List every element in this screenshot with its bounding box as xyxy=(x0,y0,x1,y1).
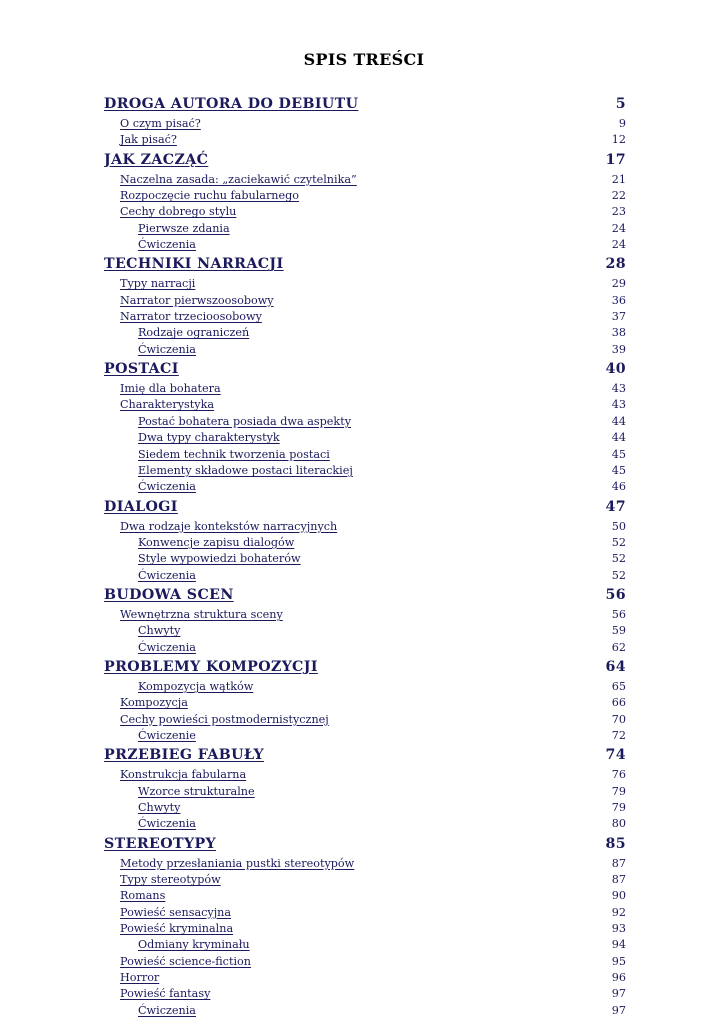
toc-section-entry[interactable] xyxy=(104,800,626,816)
toc-entry-title-link[interactable]: O czym pisać? xyxy=(120,117,201,130)
toc-section-entry[interactable] xyxy=(104,921,626,937)
toc-entry-title-link[interactable]: Rodzaje ograniczeń xyxy=(138,326,250,340)
toc-page-number[interactable]: 70 xyxy=(611,712,626,726)
toc-chapter-entry[interactable] xyxy=(104,496,626,519)
toc-section-entry[interactable] xyxy=(104,623,626,639)
toc-page-number[interactable]: 87 xyxy=(611,856,626,870)
toc-page-number[interactable]: 64 xyxy=(605,658,626,675)
toc-section-entry[interactable] xyxy=(104,784,626,800)
toc-entry-title-link[interactable]: Charakterystyka xyxy=(120,398,215,412)
toc-entry-title-link[interactable]: Jak pisać? xyxy=(120,133,177,147)
toc-entry-title-link[interactable]: Cechy dobrego stylu xyxy=(120,205,237,219)
toc-page-number[interactable]: 43 xyxy=(611,382,626,396)
toc-page-number[interactable]: 38 xyxy=(611,326,626,340)
toc-entry-title-link[interactable]: Odmiany kryminału xyxy=(138,938,250,952)
toc-chapter-entry[interactable] xyxy=(104,253,626,276)
toc-entry-title-link[interactable]: Cechy powieści postmodernistycznej xyxy=(120,712,329,726)
toc-section-entry[interactable] xyxy=(104,116,626,132)
toc-entry-title-link[interactable]: Kompozycja wątków xyxy=(138,679,254,693)
toc-page-number[interactable]: 44 xyxy=(611,414,626,428)
toc-section-entry[interactable] xyxy=(104,221,626,237)
toc-section-entry[interactable] xyxy=(104,325,626,341)
toc-entry-title-link[interactable]: Chwyty xyxy=(138,624,181,638)
toc-entry-title-link[interactable]: Wewnętrzna struktura sceny xyxy=(120,607,283,621)
toc-chapter-entry[interactable] xyxy=(104,149,626,172)
page-title: SPIS TREŚCI xyxy=(303,50,425,69)
toc-entry-title-link[interactable]: JAK ZACZĄĆ xyxy=(104,151,209,168)
toc-section-entry[interactable] xyxy=(104,172,626,188)
toc-page-number[interactable]: 45 xyxy=(611,447,626,461)
toc-entry-title-link[interactable]: Dwa typy charakterystyk xyxy=(138,431,280,445)
toc-entry-title-link[interactable]: DIALOGI xyxy=(104,498,178,515)
toc-entry-title-link[interactable]: Narrator pierwszoosobowy xyxy=(120,293,274,307)
toc-entry-title-link[interactable]: Powieść sensacyjna xyxy=(120,905,232,919)
toc-entry-title-link[interactable]: Powieść fantasy xyxy=(120,987,211,1001)
toc-page-number[interactable]: 24 xyxy=(611,238,626,252)
toc-entry-title-link[interactable]: Style wypowiedzi bohaterów xyxy=(138,552,301,566)
toc-entry-title-link[interactable]: DROGA AUTORA DO DEBIUTU xyxy=(104,96,359,112)
toc-page-number[interactable]: 97 xyxy=(611,987,626,1001)
toc-page-number[interactable]: 44 xyxy=(611,431,626,445)
toc-section-entry[interactable] xyxy=(104,430,626,446)
toc-page-number[interactable]: 62 xyxy=(611,640,626,654)
toc-entry-title-link[interactable]: Wzorce strukturalne xyxy=(138,784,255,798)
toc-entry-title-link[interactable]: Powieść kryminalna xyxy=(120,922,234,936)
toc-section-entry[interactable] xyxy=(104,293,626,309)
toc-entry-title-link[interactable]: Powieść science-fiction xyxy=(120,954,251,968)
toc-entry-title-link[interactable]: Typy narracji xyxy=(120,277,196,291)
toc-entry-title-link[interactable]: Ćwiczenia xyxy=(138,342,196,356)
toc-section-entry[interactable] xyxy=(104,237,626,253)
toc-entry-title-link[interactable]: TECHNIKI NARRACJI xyxy=(104,256,284,273)
toc-section-entry[interactable] xyxy=(104,519,626,535)
toc-entry-title-link[interactable]: Narrator trzecioosobowy xyxy=(120,310,262,324)
toc-page-number[interactable]: 28 xyxy=(605,256,626,273)
toc-entry-title-link[interactable]: PRZEBIEG FABUŁY xyxy=(104,747,265,764)
toc-page-number[interactable]: 66 xyxy=(611,696,626,710)
toc-section-entry[interactable] xyxy=(104,856,626,872)
toc-section-entry[interactable] xyxy=(104,607,626,623)
toc-chapter-entry[interactable] xyxy=(104,833,626,856)
toc-page-number[interactable]: 80 xyxy=(611,817,626,831)
toc-section-entry[interactable] xyxy=(104,640,626,656)
toc-section-entry[interactable] xyxy=(104,204,626,220)
toc-page-number[interactable]: 90 xyxy=(611,889,626,903)
toc-section-entry[interactable] xyxy=(104,397,626,413)
toc-section-entry[interactable] xyxy=(104,767,626,783)
toc-page-number[interactable]: 22 xyxy=(611,189,626,203)
toc-page-number[interactable]: 97 xyxy=(611,1003,626,1017)
toc-section-entry[interactable] xyxy=(104,816,626,832)
toc-entry-title-link[interactable]: Elementy składowe postaci literackiej xyxy=(138,463,353,477)
toc-page-number[interactable]: 76 xyxy=(611,768,626,782)
toc-page-number[interactable]: 95 xyxy=(611,954,626,968)
toc-entry-title-link[interactable]: Ćwiczenia xyxy=(138,568,196,582)
toc-section-entry[interactable] xyxy=(104,1003,626,1019)
toc-page-number[interactable]: 94 xyxy=(611,938,626,952)
toc-entry-title-link[interactable]: Postać bohatera posiada dwa aspekty xyxy=(138,414,352,428)
toc-page-number[interactable]: 92 xyxy=(611,905,626,919)
toc-section-entry[interactable] xyxy=(104,381,626,397)
toc-page-number[interactable]: 74 xyxy=(605,747,626,764)
toc-chapter-entry[interactable] xyxy=(104,656,626,679)
toc-entry-title-link[interactable]: Horror xyxy=(120,971,160,985)
toc-page-number[interactable]: 52 xyxy=(611,568,626,582)
toc-entry-title-link[interactable]: Ćwiczenia xyxy=(138,238,196,252)
toc-section-entry[interactable] xyxy=(104,309,626,325)
toc-page-number[interactable]: 50 xyxy=(611,519,626,533)
toc-entry-title-link[interactable]: BUDOWA SCEN xyxy=(104,586,234,603)
toc-section-entry[interactable] xyxy=(104,342,626,358)
toc-section-entry[interactable] xyxy=(104,712,626,728)
toc-page-number[interactable]: 40 xyxy=(605,361,626,378)
toc-section-entry[interactable] xyxy=(104,132,626,148)
toc-entry-title-link[interactable]: Dwa rodzaje kontekstów narracyjnych xyxy=(120,519,338,533)
table-of-contents xyxy=(104,93,626,1019)
toc-page-number[interactable]: 85 xyxy=(605,835,626,852)
toc-page-number[interactable]: 56 xyxy=(605,586,626,603)
toc-entry-title-link[interactable]: PROBLEMY KOMPOZYCJI xyxy=(104,658,318,675)
toc-section-entry[interactable] xyxy=(104,937,626,953)
toc-entry-title-link[interactable]: Kompozycja xyxy=(120,696,188,710)
toc-entry-title-link[interactable]: Naczelna zasada: „zaciekawić czytelnika” xyxy=(120,172,357,186)
toc-page-number[interactable]: 79 xyxy=(611,801,626,814)
toc-section-entry[interactable] xyxy=(104,695,626,711)
toc-page-number[interactable]: 23 xyxy=(611,205,626,219)
toc-page-number[interactable]: 12 xyxy=(611,133,626,147)
toc-page-number[interactable]: 59 xyxy=(611,624,626,638)
toc-page-number[interactable]: 39 xyxy=(611,342,626,356)
toc-entry-title-link[interactable]: STEREOTYPY xyxy=(104,835,217,852)
toc-page-number[interactable]: 37 xyxy=(611,310,626,324)
toc-entry-title-link[interactable]: Konwencje zapisu dialogów xyxy=(138,535,295,549)
toc-page-number[interactable]: 36 xyxy=(611,293,626,307)
toc-page-number[interactable]: 72 xyxy=(611,728,626,742)
toc-section-entry[interactable] xyxy=(104,872,626,888)
toc-page-number[interactable]: 9 xyxy=(618,117,626,130)
toc-section-entry[interactable] xyxy=(104,535,626,551)
toc-section-entry[interactable] xyxy=(104,970,626,986)
toc-entry-title-link[interactable]: Imię dla bohatera xyxy=(120,382,221,396)
toc-page-number[interactable]: 47 xyxy=(605,498,626,515)
toc-page-number[interactable]: 45 xyxy=(611,463,626,477)
toc-page-number[interactable]: 52 xyxy=(611,535,626,549)
toc-section-entry[interactable] xyxy=(104,551,626,567)
toc-section-entry[interactable] xyxy=(104,954,626,970)
toc-entry-title-link[interactable]: Konstrukcja fabularna xyxy=(120,768,247,782)
toc-entry-title-link[interactable]: Ćwiczenie xyxy=(138,728,196,742)
toc-page-number[interactable]: 43 xyxy=(611,398,626,412)
toc-section-entry[interactable] xyxy=(104,679,626,695)
toc-page-number[interactable]: 65 xyxy=(611,679,626,693)
toc-section-entry[interactable] xyxy=(104,568,626,584)
toc-chapter-entry[interactable] xyxy=(104,744,626,767)
toc-section-entry[interactable] xyxy=(104,447,626,463)
toc-section-entry[interactable] xyxy=(104,888,626,904)
toc-page-number[interactable]: 24 xyxy=(611,221,626,235)
toc-chapter-entry[interactable] xyxy=(104,358,626,381)
toc-page-number[interactable]: 21 xyxy=(611,172,626,186)
toc-section-entry[interactable] xyxy=(104,414,626,430)
toc-entry-title-link[interactable]: Ćwiczenia xyxy=(138,640,196,654)
toc-section-entry[interactable] xyxy=(104,986,626,1002)
toc-page-number[interactable]: 56 xyxy=(611,607,626,621)
toc-page-number[interactable]: 79 xyxy=(611,784,626,798)
toc-section-entry[interactable] xyxy=(104,905,626,921)
toc-entry-title-link[interactable]: Ćwiczenia xyxy=(138,480,196,494)
toc-entry-title-link[interactable]: Ćwiczenia xyxy=(138,817,196,831)
toc-page-number[interactable]: 52 xyxy=(611,552,626,566)
toc-chapter-entry[interactable] xyxy=(104,93,626,116)
toc-entry-title-link[interactable]: POSTACI xyxy=(104,361,179,378)
toc-page-number[interactable]: 87 xyxy=(611,873,626,887)
toc-page-number[interactable]: 5 xyxy=(615,96,626,112)
toc-entry-title-link[interactable]: Rozpoczęcie ruchu fabularnego xyxy=(120,189,300,203)
toc-entry-title-link[interactable]: Ćwiczenia xyxy=(138,1003,196,1017)
toc-section-entry[interactable] xyxy=(104,276,626,292)
toc-section-entry[interactable] xyxy=(104,188,626,204)
toc-section-entry[interactable] xyxy=(104,728,626,744)
toc-entry-title-link[interactable]: Pierwsze zdania xyxy=(138,221,230,235)
toc-page-number[interactable]: 29 xyxy=(611,277,626,291)
toc-page-number[interactable]: 17 xyxy=(605,151,626,168)
toc-entry-title-link[interactable]: Metody przesłaniania pustki stereotypów xyxy=(120,856,355,870)
toc-page-number[interactable]: 93 xyxy=(611,922,626,936)
toc-entry-title-link[interactable]: Typy stereotypów xyxy=(120,873,221,887)
toc-section-entry[interactable] xyxy=(104,463,626,479)
toc-entry-title-link[interactable]: Chwyty xyxy=(138,801,181,814)
toc-entry-title-link[interactable]: Siedem technik tworzenia postaci xyxy=(138,447,330,461)
toc-entry-title-link[interactable]: Romans xyxy=(120,889,166,903)
toc-page-number[interactable]: 96 xyxy=(611,971,626,985)
toc-page-number[interactable]: 46 xyxy=(611,480,626,494)
toc-chapter-entry[interactable] xyxy=(104,584,626,607)
toc-section-entry[interactable] xyxy=(104,479,626,495)
